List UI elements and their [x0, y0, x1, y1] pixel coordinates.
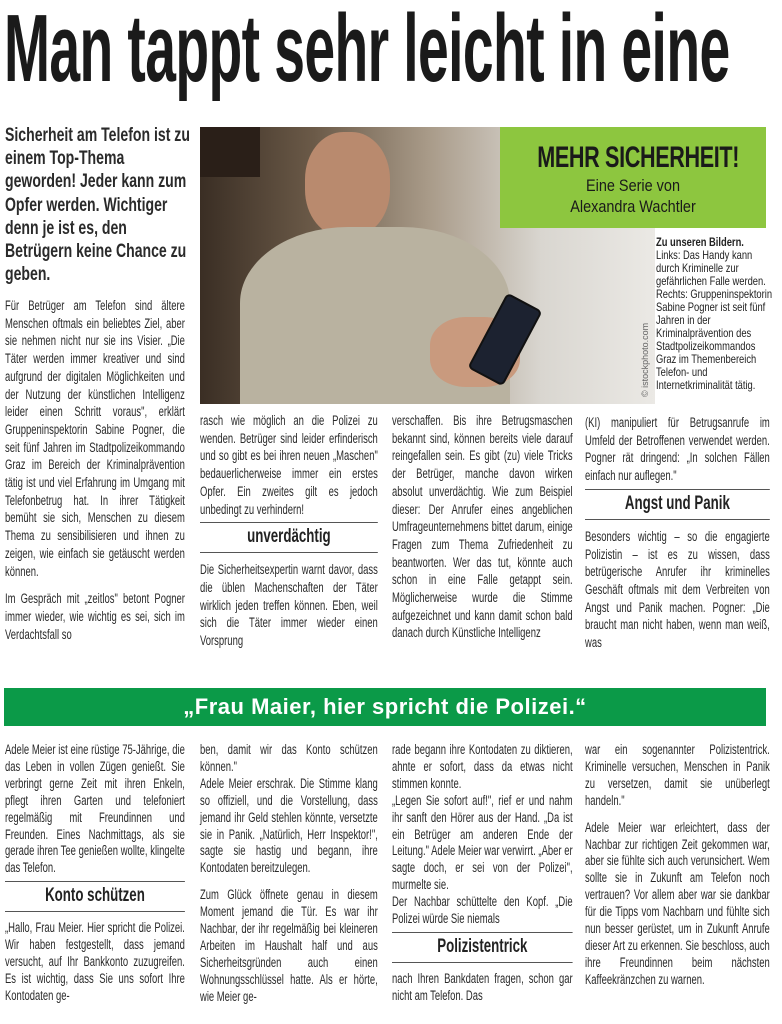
- story-column-1: [5, 742, 185, 1005]
- lead-text: Sicherheit am Telefon ist zu einem Top-Thema geworden! Jeder kann zum Opfer werden. Wichtiger denn je ist es, den Betrügern keine Chance zu geben.: [5, 125, 190, 286]
- paragraph: Für Betrüger am Telefon sind ältere Menschen oftmals ein beliebtes Ziel, aber sie nehmen nicht nur sie ins Visier. „Die Täter werden immer kreativer und sind aufgrund der digitalen Möglichkeiten und der Nutzung der künstlichen Intelligenz leider einen Schritt voraus", erklärt Gruppeninspektorin Sabine Pogner, die seit fünf Jahren im Stadtpolizeikommando Graz im Bereich der Kriminalprävention tätig ist und viel Erfahrung im Umgang mit Telefonbetrug hat. In ihrer Tätigkeit bemüht sie sich, Menschen zu diesem Thema zu sensibilisieren und ihnen zu zeigen, wie einfach sie getäuscht werden können.: [5, 298, 185, 579]
- story-column-2: [200, 742, 378, 1006]
- subheading-konto-schuetzen: Konto schützen: [5, 881, 185, 912]
- paragraph: Im Gespräch mit „zeitlos" betont Pogner immer wieder, wie wichtig es sei, sich im Verdachtsfall so: [5, 591, 185, 642]
- caption-title: Zu unseren Bildern.: [656, 235, 744, 249]
- subheading-unverdaechtig: unverdächtig: [200, 522, 378, 553]
- quote-banner: „Frau Maier, hier spricht die Polizei.“: [4, 688, 766, 726]
- column-4: [585, 414, 770, 652]
- paragraph: „Hallo, Frau Meier. Hier spricht die Polizei. Wir haben festgestellt, dass jemand versucht, auf Ihr Bankkonto zuzugreifen. Es ist wichtig, dass Sie uns sofort Ihre Kontodaten ge-: [5, 920, 185, 1003]
- series-box: [500, 127, 766, 228]
- person-head: [305, 132, 390, 237]
- paragraph: Zum Glück öffnete genau in diesem Moment jemand die Tür. Es war ihr Nachbar, der ihr regelmäßig bei kleineren Arbeiten im Haushalt half und aus Sicherheitsgründen auch einen Wohnungsschlüssel hatte. Als er hörte, wie Meier ge-: [200, 887, 378, 1004]
- paragraph: Der Nachbar schüttelte den Kopf. „Die Polizei würde Sie niemals: [392, 894, 573, 927]
- column-1: [5, 297, 185, 643]
- paragraph: verschaffen. Bis ihre Betrugsmaschen bekannt sind, können bereits viele darauf reingefallen sein. Es gibt (zu) viele Tricks der Betrüger, manche davon wirken absolut unverdächtig. Wie zum Beispiel dieser: Der Anrufer eines angeblichen Umfrageunternehmens bittet darum, einige Fragen zum Thema Zufriedenheit zu beantworten. Wer das tut, könnte auch schon in eine Falle getappt sein. Möglicherweise wurde die Stimme aufgezeichnet und kann damit schon bald danach durch Künstliche Intelligenz: [392, 413, 573, 641]
- paragraph: ben, damit wir das Konto schützen können.": [200, 742, 378, 774]
- paragraph: Adele Meier war erleichtert, dass der Nachbar zur richtigen Zeit gekommen war, aber sie fühlte sich auch verunsichert. Wem sollte sie in Zukunft am Telefon noch vertrauen? Vor allem aber war sie dankbar für die Tipps vom Nachbarn und fühlte sich nun besser gerüstet, um in Zukunft Anrufe dieser Art zu erkennen. Sie beschloss, auch ihre Freundinnen beim nächsten Kaffeekränzchen zu warnen.: [585, 819, 770, 987]
- paragraph: „Legen Sie sofort auf!", rief er und nahm ihr sanft den Hörer aus der Hand. „Da ist ein Betrüger am anderen Ende der Leitung." Adele Meier war verwirrt. „Aber er sagte doch, er sei von der Polizei", murmelte sie.: [392, 792, 573, 893]
- column-2: [200, 412, 378, 650]
- subheading-polizistentrick: Polizistentrick: [392, 932, 573, 963]
- headline: Man tappt sehr leicht in eine: [4, 0, 730, 102]
- story-column-4: [585, 742, 770, 989]
- series-title: MEHR SICHERHEIT!: [537, 141, 740, 174]
- series-line-1: Eine Serie von: [585, 176, 680, 195]
- paragraph: Adele Meier ist eine rüstige 75-Jährige, die das Leben in vollen Zügen genießt. Sie verbringt gerne Zeit mit ihren Enkeln, pflegt ihren Garten und telefoniert regelmäßig mit Freundinnen und Freunden. Eines Nachmittags, als sie gerade ihren Tee genießen wollte, klingelte das Telefon.: [5, 742, 185, 876]
- paragraph: nach Ihren Bankdaten fragen, schon gar nicht am Telefon. Das: [392, 970, 573, 1003]
- paragraph: Die Sicherheitsexpertin warnt davor, dass die üblen Machenschaften der Täter wirklich jeden treffen können. Eben, weil sich die Täter immer wieder einen Vorsprung: [200, 562, 378, 649]
- column-3: [392, 412, 573, 642]
- paragraph: war ein sogenannter Polizistentrick. Kriminelle versuchen, Menschen in Panik zu versetzen, damit sie unüberlegt handeln.": [585, 742, 770, 808]
- paragraph: rasch wie möglich an die Polizei zu wenden. Betrüger sind leider erfinderisch und so gibt es bei ihren neuen „Maschen" bedauerlicherweise immer ein erstes Opfer. Ein zweites gilt es jedoch unbedingt zu verhindern!: [200, 413, 378, 517]
- series-author: Alexandra Wachtler: [570, 197, 696, 216]
- photo-caption: [656, 236, 775, 392]
- caption-text: Links: Das Handy kann durch Kriminelle zur gefährlichen Falle werden. Rechts: Gruppeninspektorin Sabine Pogner ist seit fünf Jahren in der Kriminalprävention des Stadtpolizeikommandos Graz im Themenbereich Telefon- und Internetkriminalität tätig.: [656, 248, 773, 392]
- paragraph: rade begann ihre Kontodaten zu diktieren, ahnte er sofort, dass da etwas nicht stimmen konnte.: [392, 742, 573, 791]
- story-column-3: [392, 742, 573, 1005]
- photo-credit: © istockphoto.com: [640, 322, 650, 397]
- paragraph: (KI) manipuliert für Betrugsanrufe im Umfeld der Betroffenen verwendet werden. Pogner rät dringend: „In solchen Fällen einfach nur auflegen.": [585, 415, 770, 484]
- subheading-angst-und-panik: Angst und Panik: [585, 489, 770, 520]
- paragraph: Besonders wichtig – so die engagierte Polizistin – ist es zu wissen, dass betrügerische Anrufer ihr kriminelles Geschäft oftmals mit dem Verbreiten von Angst und Panik machen. Pogner: „Die braucht man nicht haben, wenn man weiß, was: [585, 528, 770, 651]
- paragraph: Adele Meier erschrak. Die Stimme klang so offiziell, und die Vorstellung, dass jemand ihr Geld stehlen könnte, versetzte sie in Panik. „Natürlich, Herr Inspektor!", sagte sie hastig und begann, ihre Kontodaten bereitzulegen.: [200, 775, 378, 876]
- lamp-shape: [200, 127, 260, 177]
